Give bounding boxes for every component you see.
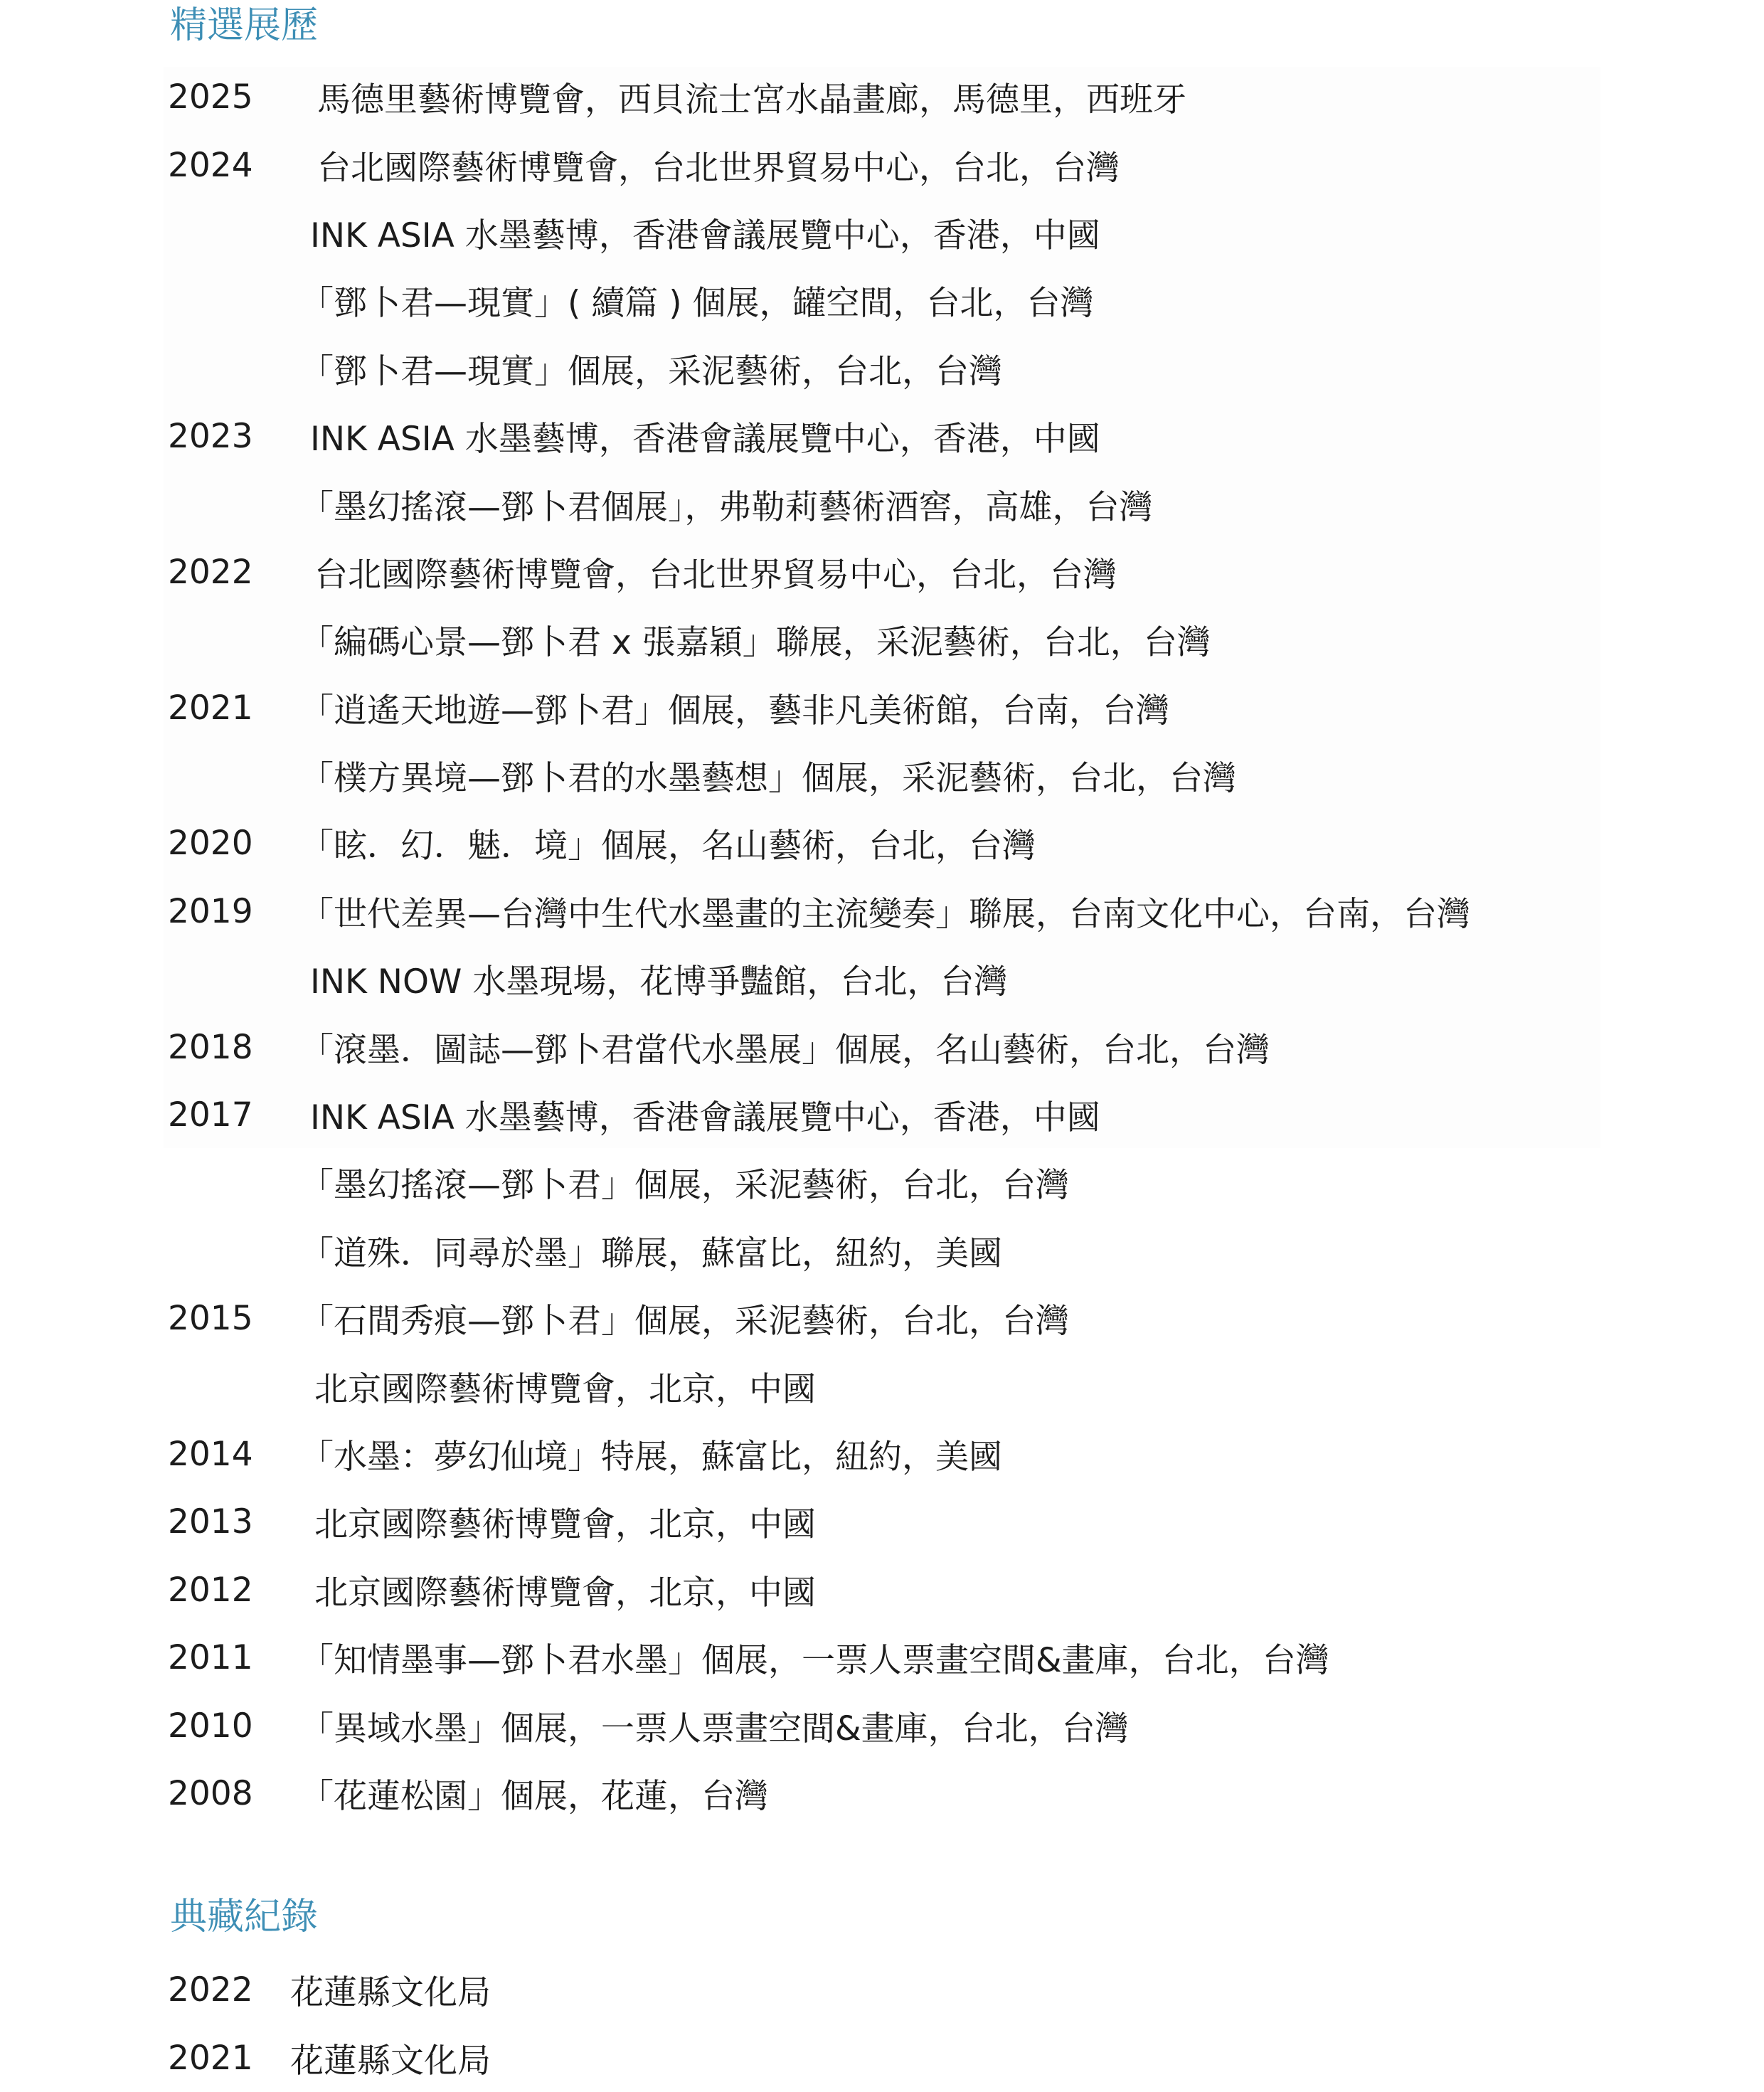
exhibition-entry: 「鄧卜君—現實」( 續篇 ) 個展，罐空間，台北，台灣 xyxy=(300,284,1094,324)
exhibition-entry: 北京國際藝術博覽會，北京，中國 xyxy=(314,1369,816,1409)
collection-entry: 花蓮縣文化局 xyxy=(290,1973,491,2013)
exhibition-entry: 「石間秀痕—鄧卜君」個展，采泥藝術，台北，台灣 xyxy=(300,1302,1069,1342)
exhibition-entry: 「知情墨事—鄧卜君水墨」個展，一票人票畫空間&畫庫，台北，台灣 xyxy=(300,1641,1329,1681)
exhibition-entry: 「逍遙天地遊—鄧卜君」個展，藝非凡美術館，台南，台灣 xyxy=(300,691,1169,731)
exhibition-entry: 「編碼心景—鄧卜君 x 張嘉穎」聯展，采泥藝術，台北，台灣 xyxy=(300,623,1211,663)
exhibition-year: 2015 xyxy=(168,1299,253,1339)
exhibition-entry: 「墨幻搖滾—鄧卜君」個展，采泥藝術，台北，台灣 xyxy=(300,1166,1069,1206)
exhibition-entry: 「樸方異境—鄧卜君的水墨藝想」個展，采泥藝術，台北，台灣 xyxy=(300,759,1236,799)
exhibition-year: 2011 xyxy=(168,1638,253,1678)
exhibition-entry: 「滾墨．圖誌—鄧卜君當代水墨展」個展，名山藝術，台北，台灣 xyxy=(300,1030,1270,1070)
exhibition-year: 2017 xyxy=(168,1095,253,1135)
exhibition-year: 2025 xyxy=(168,78,253,117)
collection-entry: 花蓮縣文化局 xyxy=(290,2041,491,2081)
exhibition-entry: 馬德里藝術博覽會，西貝流士宮水晶畫廊，馬德里，西班牙 xyxy=(317,80,1186,120)
exhibition-entry: INK NOW 水墨現場，花博爭豔館，台北，台灣 xyxy=(310,962,1008,1002)
exhibition-year: 2013 xyxy=(168,1502,253,1542)
exhibition-year: 2008 xyxy=(168,1773,253,1813)
exhibition-year: 2024 xyxy=(168,145,253,185)
exhibition-entry: INK ASIA 水墨藝博，香港會議展覽中心，香港，中國 xyxy=(310,216,1100,255)
exhibition-entry: 「水墨：夢幻仙境」特展，蘇富比，紐約，美國 xyxy=(300,1438,1002,1477)
exhibitions-heading: 精選展歷 xyxy=(170,4,319,47)
collections-heading: 典藏紀錄 xyxy=(170,1896,319,1938)
exhibition-year: 2022 xyxy=(168,552,253,592)
exhibition-entry: 「道殊．同尋於墨」聯展，蘇富比，紐約，美國 xyxy=(300,1233,1002,1273)
exhibition-entry: 「世代差異—台灣中生代水墨畫的主流變奏」聯展，台南文化中心，台南，台灣 xyxy=(300,894,1470,934)
exhibition-entry: 北京國際藝術博覽會，北京，中國 xyxy=(314,1505,816,1545)
exhibition-entry: 「花蓮松園」個展，花蓮，台灣 xyxy=(300,1776,768,1816)
exhibition-year: 2023 xyxy=(168,417,253,457)
exhibition-entry: INK ASIA 水墨藝博，香港會議展覽中心，香港，中國 xyxy=(310,1098,1100,1138)
exhibition-entry: INK ASIA 水墨藝博，香港會議展覽中心，香港，中國 xyxy=(310,420,1100,460)
exhibition-entry: 「異域水墨」個展，一票人票畫空間&畫庫，台北，台灣 xyxy=(300,1709,1129,1748)
exhibition-year: 2018 xyxy=(168,1027,253,1067)
exhibition-entry: 北京國際藝術博覽會，北京，中國 xyxy=(314,1573,816,1613)
exhibition-entry: 「墨幻搖滾—鄧卜君個展」，弗勒莉藝術酒窖，高雄，台灣 xyxy=(300,487,1153,527)
collection-year: 2022 xyxy=(168,1970,253,2010)
exhibition-entry: 台北國際藝術博覽會，台北世界貿易中心，台北，台灣 xyxy=(317,148,1120,188)
exhibition-year: 2020 xyxy=(168,824,253,864)
exhibition-year: 2010 xyxy=(168,1706,253,1746)
exhibition-year: 2021 xyxy=(168,688,253,728)
exhibition-year: 2014 xyxy=(168,1435,253,1474)
collection-year: 2021 xyxy=(168,2038,253,2078)
exhibition-entry: 台北國際藝術博覽會，台北世界貿易中心，台北，台灣 xyxy=(314,555,1117,595)
exhibition-entry: 「鄧卜君—現實」個展，采泥藝術，台北，台灣 xyxy=(300,351,1002,391)
exhibition-year: 2012 xyxy=(168,1570,253,1610)
exhibition-year: 2019 xyxy=(168,891,253,931)
exhibition-entry: 「眩．幻．魅．境」個展，名山藝術，台北，台灣 xyxy=(300,827,1036,866)
